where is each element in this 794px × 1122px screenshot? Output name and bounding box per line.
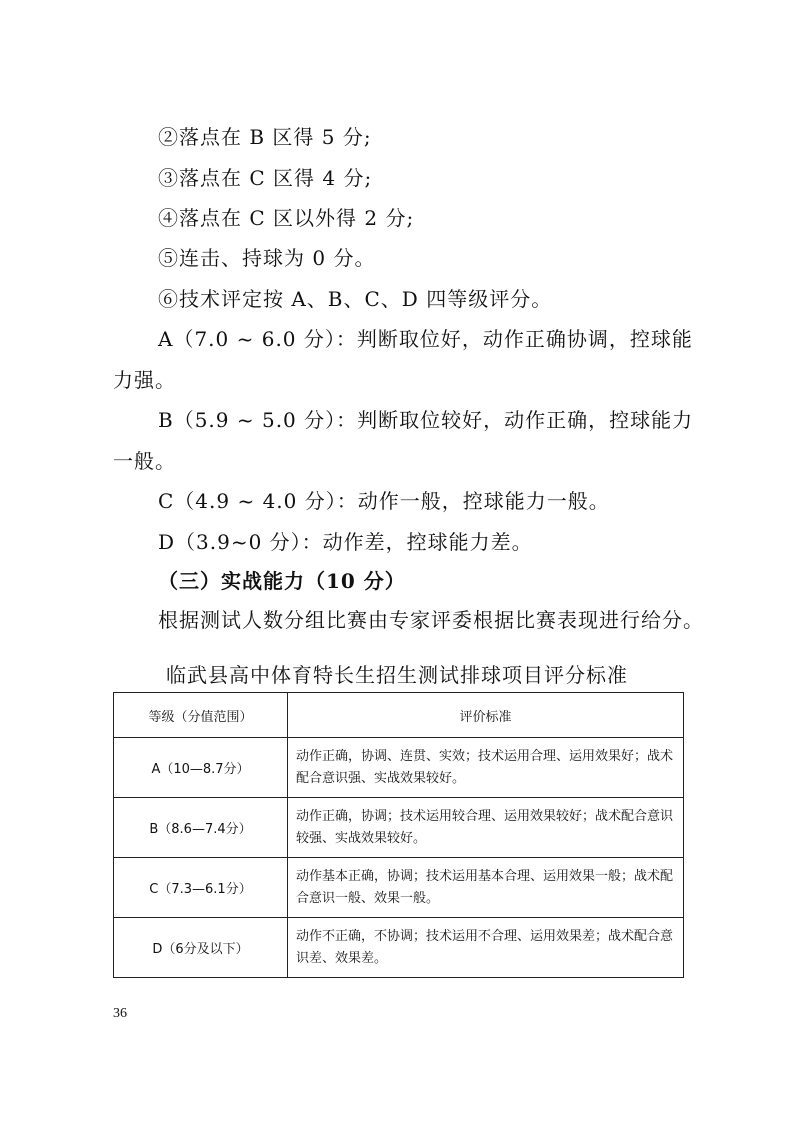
grade-c-line: C（4.9 ~ 4.0 分）：动作一般，控球能力一般。 xyxy=(158,489,610,513)
criteria-cell: 动作正确，协调；技术运用较合理、运用效果较好；战术配合意识较强、实战效果较好。 xyxy=(288,798,684,858)
scoring-rule-b-zone: ②落点在 B 区得 5 分; xyxy=(158,125,372,149)
grade-cell: D（6分及以下） xyxy=(114,918,288,978)
scoring-rule-c-zone: ③落点在 C 区得 4 分; xyxy=(158,166,373,190)
technical-evaluation-rule: ⑥技术评定按 A、B、C、D 四等级评分。 xyxy=(158,287,553,311)
page-number: 36 xyxy=(113,1006,127,1021)
grade-b-line: B（5.9 ~ 5.0 分）：判断取位较好，动作正确，控球能力 xyxy=(158,408,694,432)
grade-a-continuation: 力强。 xyxy=(113,368,176,392)
criteria-cell: 动作基本正确，协调；技术运用基本合理、运用效果一般；战术配合意识一般、效果一般。 xyxy=(288,858,684,918)
table-title: 临武县高中体育特长生招生测试排球项目评分标准 xyxy=(166,663,628,687)
section-heading: （三）实战能力（10 分） xyxy=(158,569,406,593)
grade-d-line: D（3.9~0 分）：动作差，控球能力差。 xyxy=(158,530,533,554)
grade-cell: B（8.6—7.4分） xyxy=(114,798,288,858)
scoring-rule-outside-c: ④落点在 C 区以外得 2 分; xyxy=(158,206,415,230)
header-grade: 等级（分值范围） xyxy=(114,693,288,738)
criteria-cell: 动作正确，协调、连贯、实效；技术运用合理、运用效果好；战术配合意识强、实战效果较好。 xyxy=(288,738,684,798)
grade-a-line: A（7.0 ~ 6.0 分）：判断取位好，动作正确协调，控球能 xyxy=(158,327,693,351)
table-header-row xyxy=(114,693,684,738)
table-row xyxy=(114,738,684,798)
table-row xyxy=(114,798,684,858)
scoring-criteria-table xyxy=(113,692,684,978)
grade-cell: A（10—8.7分） xyxy=(114,738,288,798)
section-text: 根据测试人数分组比赛由专家评委根据比赛表现进行给分。 xyxy=(158,608,704,632)
table-row xyxy=(114,858,684,918)
grade-b-continuation: 一般。 xyxy=(113,449,176,473)
header-criteria: 评价标准 xyxy=(288,693,684,738)
table-row xyxy=(114,918,684,978)
criteria-cell: 动作不正确，不协调；技术运用不合理、运用效果差；战术配合意识差、效果差。 xyxy=(288,918,684,978)
grade-cell: C（7.3—6.1分） xyxy=(114,858,288,918)
scoring-rule-double-hit: ⑤连击、持球为 0 分。 xyxy=(158,246,376,270)
